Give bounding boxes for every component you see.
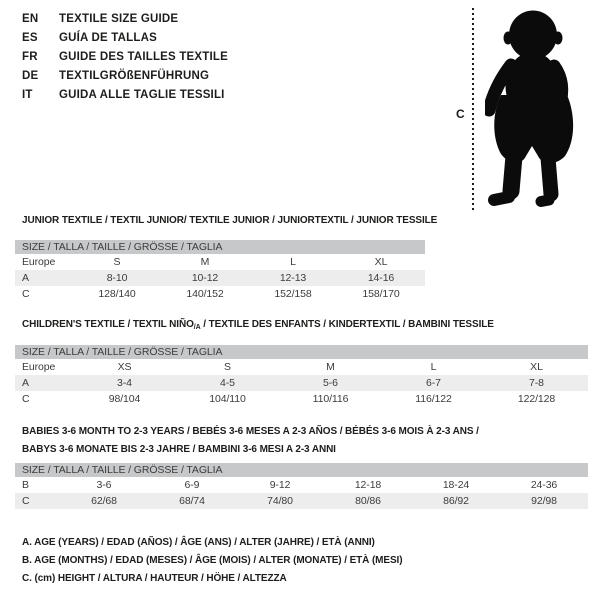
cell: 152/158	[274, 288, 312, 300]
cell: 10-12	[191, 272, 219, 284]
cell: 5-6	[323, 377, 338, 389]
children-size-header-bar: SIZE / TALLA / TAILLE / GRÖSSE / TAGLIA	[15, 345, 588, 359]
lang-label: TEXTILE SIZE GUIDE	[59, 13, 179, 25]
cell: S	[113, 256, 121, 268]
height-measure-label: C	[456, 107, 465, 121]
cell: L	[430, 361, 437, 373]
junior-section-title: JUNIOR TEXTILE / TEXTIL JUNIOR/ TEXTILE JUNIOR / JUNIORTEXTIL / JUNIOR TESSILE	[22, 215, 438, 226]
junior-size-header-bar: SIZE / TALLA / TAILLE / GRÖSSE / TAGLIA	[15, 240, 425, 254]
children-size-table	[15, 359, 588, 407]
cell: 6-7	[426, 377, 441, 389]
cell: 122/128	[517, 393, 556, 405]
cell: 3-4	[117, 377, 132, 389]
cell: 74/80	[267, 495, 293, 507]
cell: 9-12	[269, 479, 291, 491]
table-row-height	[15, 286, 425, 302]
children-title-suffix: / TEXTILE DES ENFANTS / KINDERTEXTIL / BAMBINI TESSILE	[200, 319, 494, 330]
cell: 68/74	[179, 495, 205, 507]
lang-row-es	[22, 29, 228, 48]
children-title-prefix: CHILDREN'S TEXTILE / TEXTIL NIÑO	[22, 319, 194, 330]
cell: S	[224, 361, 231, 373]
cell: 80/86	[355, 495, 381, 507]
cell: 92/98	[531, 495, 557, 507]
lang-code: IT	[22, 89, 33, 101]
cell: XL	[374, 256, 388, 268]
cell: 86/92	[443, 495, 469, 507]
cell: XL	[530, 361, 543, 373]
table-row-height	[15, 493, 588, 509]
language-list	[22, 10, 228, 105]
cell: 104/110	[209, 393, 246, 405]
cell: 128/140	[98, 288, 136, 300]
row-label: Europe	[22, 256, 56, 268]
table-row-age-months	[15, 477, 588, 493]
lang-row-it	[22, 86, 228, 105]
cell: 110/116	[312, 393, 349, 405]
height-dotted-line	[472, 8, 474, 210]
cell: 24-36	[530, 479, 558, 491]
lang-code: FR	[22, 51, 38, 63]
table-row-age	[15, 270, 425, 286]
lang-code: DE	[22, 70, 39, 82]
babies-section-title	[22, 423, 479, 459]
lang-label: GUIDE DES TAILLES TEXTILE	[59, 51, 228, 63]
cell: 116/122	[415, 393, 452, 405]
row-label: Europe	[22, 361, 56, 373]
baby-silhouette-icon	[485, 10, 593, 210]
babies-size-header-bar: SIZE / TALLA / TAILLE / GRÖSSE / TAGLIA	[15, 463, 588, 477]
cell: 98/104	[108, 393, 141, 405]
lang-row-en	[22, 10, 228, 29]
cell: 4-5	[220, 377, 235, 389]
lang-code: ES	[22, 32, 38, 44]
cell: 62/68	[91, 495, 117, 507]
cell: 8-10	[106, 272, 128, 284]
footnote-height-cm: C. (cm) HEIGHT / ALTURA / HAUTEUR / HÖHE / ALTEZZA	[22, 573, 287, 584]
cell: 7-8	[529, 377, 544, 389]
cell: 6-9	[184, 479, 200, 491]
table-row-europe	[15, 254, 425, 270]
lang-row-de	[22, 67, 228, 86]
cell: 18-24	[442, 479, 470, 491]
cell: 14-16	[367, 272, 395, 284]
lang-label: GUIDA ALLE TAGLIE TESSILI	[59, 89, 225, 101]
footnote-age-months: B. AGE (MONTHS) / EDAD (MESES) / ÂGE (MOIS) / ALTER (MONATE) / ETÀ (MESI)	[22, 555, 403, 566]
row-label: C	[22, 288, 30, 300]
cell: M	[326, 361, 335, 373]
babies-size-table	[15, 477, 588, 509]
cell: M	[200, 256, 210, 268]
children-section-title	[22, 319, 494, 331]
lang-row-fr	[22, 48, 228, 67]
footnote-age-years: A. AGE (YEARS) / EDAD (AÑOS) / ÂGE (ANS) / ALTER (JAHRE) / ETÀ (ANNI)	[22, 537, 375, 548]
cell: 140/152	[186, 288, 224, 300]
cell: 12-18	[354, 479, 382, 491]
babies-title-line1: BABIES 3-6 MONTH TO 2-3 YEARS / BEBÉS 3-6 MESES A 2-3 AÑOS / BÉBÉS 3-6 MOIS À 2-3 ANS /	[22, 426, 479, 437]
lang-label: GUÍA DE TALLAS	[59, 32, 157, 44]
footnote-legend	[22, 534, 402, 588]
children-title-subscript: /A	[193, 324, 201, 331]
table-row-height	[15, 391, 588, 407]
row-label: A	[22, 377, 29, 389]
row-label: A	[22, 272, 29, 284]
cell: 3-6	[96, 479, 112, 491]
junior-size-table	[15, 254, 425, 302]
cell: 12-13	[279, 272, 307, 284]
lang-code: EN	[22, 13, 39, 25]
lang-label: TEXTILGRÖßENFÜHRUNG	[59, 70, 210, 82]
row-label: C	[22, 393, 30, 405]
cell: 158/170	[362, 288, 400, 300]
cell: L	[290, 256, 296, 268]
row-label: C	[22, 495, 30, 507]
babies-title-line2: BABYS 3-6 MONATE BIS 2-3 JAHRE / BAMBINI 3-6 MESI A 2-3 ANNI	[22, 444, 336, 455]
table-row-age	[15, 375, 588, 391]
row-label: B	[22, 479, 29, 491]
table-row-europe	[15, 359, 588, 375]
cell: XS	[117, 361, 132, 373]
